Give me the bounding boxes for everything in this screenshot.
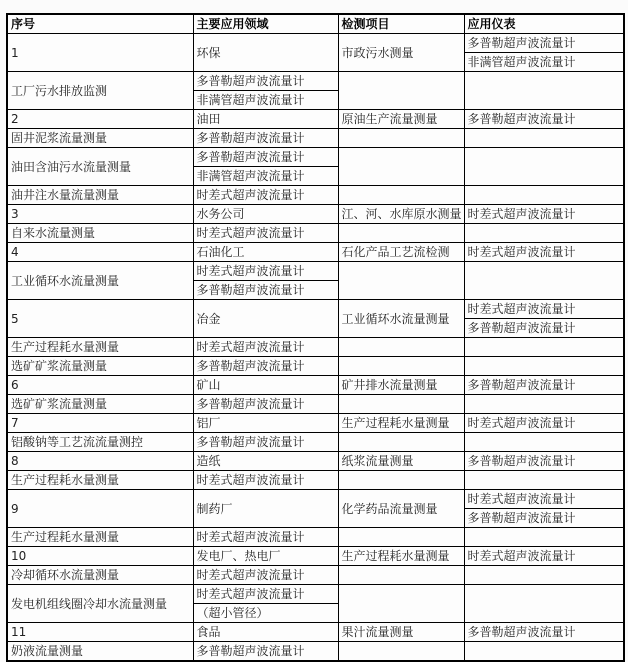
table-cell: 冶金 (193, 300, 338, 338)
table-cell (464, 72, 624, 110)
table-cell: 4 (7, 243, 193, 262)
table-cell (338, 224, 464, 243)
table-row (7, 243, 624, 262)
table-cell: 食品 (193, 623, 338, 642)
table-cell (464, 129, 624, 148)
table-cell: 3 (7, 205, 193, 224)
table-cell: 铝厂 (193, 414, 338, 433)
table-cell: 时差式超声波流量计 (464, 547, 624, 566)
table-cell (338, 148, 464, 186)
table-row (7, 528, 624, 547)
table-cell: 多普勒超声波流量计 (464, 452, 624, 471)
table-cell: 非满管超声波流量计 (193, 91, 338, 110)
table-cell: 石油化工 (193, 243, 338, 262)
table-cell: 多普勒超声波流量计 (464, 623, 624, 642)
table-cell: 6 (7, 376, 193, 395)
table-cell (338, 642, 464, 662)
table-row (7, 148, 624, 167)
table-cell: 发电机组线圈冷却水流量测量 (7, 585, 193, 623)
table-cell: 生产过程耗水量测量 (338, 414, 464, 433)
table-cell (464, 566, 624, 585)
table-cell (338, 566, 464, 585)
header-cell: 序号 (7, 14, 193, 34)
table-row (7, 224, 624, 243)
table-cell (338, 72, 464, 110)
table-cell: 时差式超声波流量计 (464, 205, 624, 224)
table-row (7, 72, 624, 91)
table-cell: 多普勒超声波流量计 (193, 642, 338, 662)
table-cell: 非满管超声波流量计 (464, 53, 624, 72)
table-row (7, 357, 624, 376)
table-cell: 时差式超声波流量计 (193, 528, 338, 547)
table-cell: 时差式超声波流量计 (464, 490, 624, 509)
table-cell (338, 528, 464, 547)
table-cell: 多普勒超声波流量计 (464, 34, 624, 53)
table-row (7, 452, 624, 471)
table-cell: 时差式超声波流量计 (464, 243, 624, 262)
table-cell: 时差式超声波流量计 (193, 262, 338, 281)
table-cell: 11 (7, 623, 193, 642)
table-cell (464, 338, 624, 357)
table-cell (464, 148, 624, 186)
table-row (7, 471, 624, 490)
table-cell: 2 (7, 110, 193, 129)
table-row (7, 300, 624, 319)
table-body (7, 34, 624, 662)
table-row (7, 34, 624, 53)
table-cell (338, 585, 464, 623)
table-cell (464, 642, 624, 662)
table-cell: 8 (7, 452, 193, 471)
table-cell: 工业循环水流量测量 (7, 262, 193, 300)
table-cell (464, 357, 624, 376)
table-cell: 制药厂 (193, 490, 338, 528)
table-cell: 江、河、水库原水测量 (338, 205, 464, 224)
table-cell: 生产过程耗水量测量 (7, 528, 193, 547)
table-row (7, 110, 624, 129)
table-cell: 时差式超声波流量计 (193, 338, 338, 357)
table-row (7, 129, 624, 148)
table-cell: 冷却循环水流量测量 (7, 566, 193, 585)
table-cell: 石化产品工艺流检测 (338, 243, 464, 262)
table-cell: 纸浆流量测量 (338, 452, 464, 471)
table-cell: 多普勒超声波流量计 (464, 509, 624, 528)
table-row (7, 623, 624, 642)
table-cell: 生产过程耗水量测量 (338, 547, 464, 566)
table-header (7, 14, 624, 34)
table-cell (338, 129, 464, 148)
table-row (7, 566, 624, 585)
table-cell: 时差式超声波流量计 (193, 585, 338, 604)
table-row (7, 376, 624, 395)
table-cell: 时差式超声波流量计 (464, 414, 624, 433)
table-cell: 矿山 (193, 376, 338, 395)
table-cell (464, 528, 624, 547)
table-cell: 选矿矿浆流量测量 (7, 395, 193, 414)
header-cell: 检测项目 (338, 14, 464, 34)
table-cell: 选矿矿浆流量测量 (7, 357, 193, 376)
application-table (6, 13, 625, 662)
table-cell: 时差式超声波流量计 (193, 471, 338, 490)
table-cell: 非满管超声波流量计 (193, 167, 338, 186)
table-cell: 多普勒超声波流量计 (193, 395, 338, 414)
table-row (7, 585, 624, 604)
table-cell: 多普勒超声波流量计 (193, 281, 338, 300)
table-cell: 果汁流量测量 (338, 623, 464, 642)
table-cell (338, 357, 464, 376)
table-cell (464, 262, 624, 300)
table-cell: 原油生产流量测量 (338, 110, 464, 129)
table-cell (338, 186, 464, 205)
table-cell: 多普勒超声波流量计 (193, 72, 338, 91)
table-row (7, 433, 624, 452)
table-cell: 造纸 (193, 452, 338, 471)
table-cell (338, 262, 464, 300)
table-cell: （超小管径） (193, 604, 338, 623)
table-cell: 9 (7, 490, 193, 528)
table-cell: 7 (7, 414, 193, 433)
table-cell: 发电厂、热电厂 (193, 547, 338, 566)
table-row (7, 338, 624, 357)
table-cell: 油田含油污水流量测量 (7, 148, 193, 186)
table-row (7, 262, 624, 281)
table-cell (464, 433, 624, 452)
table-cell: 工业循环水流量测量 (338, 300, 464, 338)
table-cell: 多普勒超声波流量计 (193, 148, 338, 167)
table-cell (338, 433, 464, 452)
table-cell (464, 186, 624, 205)
table-cell: 5 (7, 300, 193, 338)
table-row (7, 547, 624, 566)
table-cell: 多普勒超声波流量计 (193, 357, 338, 376)
table-cell (464, 395, 624, 414)
table-cell (338, 395, 464, 414)
table-cell: 奶液流量测量 (7, 642, 193, 662)
table-cell: 时差式超声波流量计 (464, 300, 624, 319)
table-cell: 固井泥浆流量测量 (7, 129, 193, 148)
table-cell: 多普勒超声波流量计 (464, 319, 624, 338)
table-cell: 生产过程耗水量测量 (7, 338, 193, 357)
table-cell: 水务公司 (193, 205, 338, 224)
table-cell: 时差式超声波流量计 (193, 566, 338, 585)
table-cell (338, 338, 464, 357)
table-cell: 生产过程耗水量测量 (7, 471, 193, 490)
table-cell: 时差式超声波流量计 (193, 186, 338, 205)
table-row (7, 642, 624, 662)
table-cell: 多普勒超声波流量计 (193, 433, 338, 452)
table-cell: 市政污水测量 (338, 34, 464, 72)
table-cell (464, 224, 624, 243)
table-cell (464, 585, 624, 623)
table-cell: 铝酸钠等工艺流流量测控 (7, 433, 193, 452)
table-cell: 矿井排水流量测量 (338, 376, 464, 395)
table-cell: 时差式超声波流量计 (193, 224, 338, 243)
table-row (7, 205, 624, 224)
table-cell: 自来水流量测量 (7, 224, 193, 243)
table-cell: 油井注水量流量测量 (7, 186, 193, 205)
table-cell: 多普勒超声波流量计 (193, 129, 338, 148)
table-cell: 化学药品流量测量 (338, 490, 464, 528)
table-cell: 油田 (193, 110, 338, 129)
table-cell: 工厂污水排放监测 (7, 72, 193, 110)
table-cell: 10 (7, 547, 193, 566)
table-cell (464, 471, 624, 490)
header-cell: 主要应用领域 (193, 14, 338, 34)
table-cell: 环保 (193, 34, 338, 72)
table-cell: 多普勒超声波流量计 (464, 376, 624, 395)
table-row (7, 186, 624, 205)
table-row (7, 414, 624, 433)
table-cell (338, 471, 464, 490)
table-row (7, 490, 624, 509)
table-cell: 多普勒超声波流量计 (464, 110, 624, 129)
header-cell: 应用仪表 (464, 14, 624, 34)
table-cell: 1 (7, 34, 193, 72)
table-row (7, 395, 624, 414)
header-row (7, 14, 624, 34)
